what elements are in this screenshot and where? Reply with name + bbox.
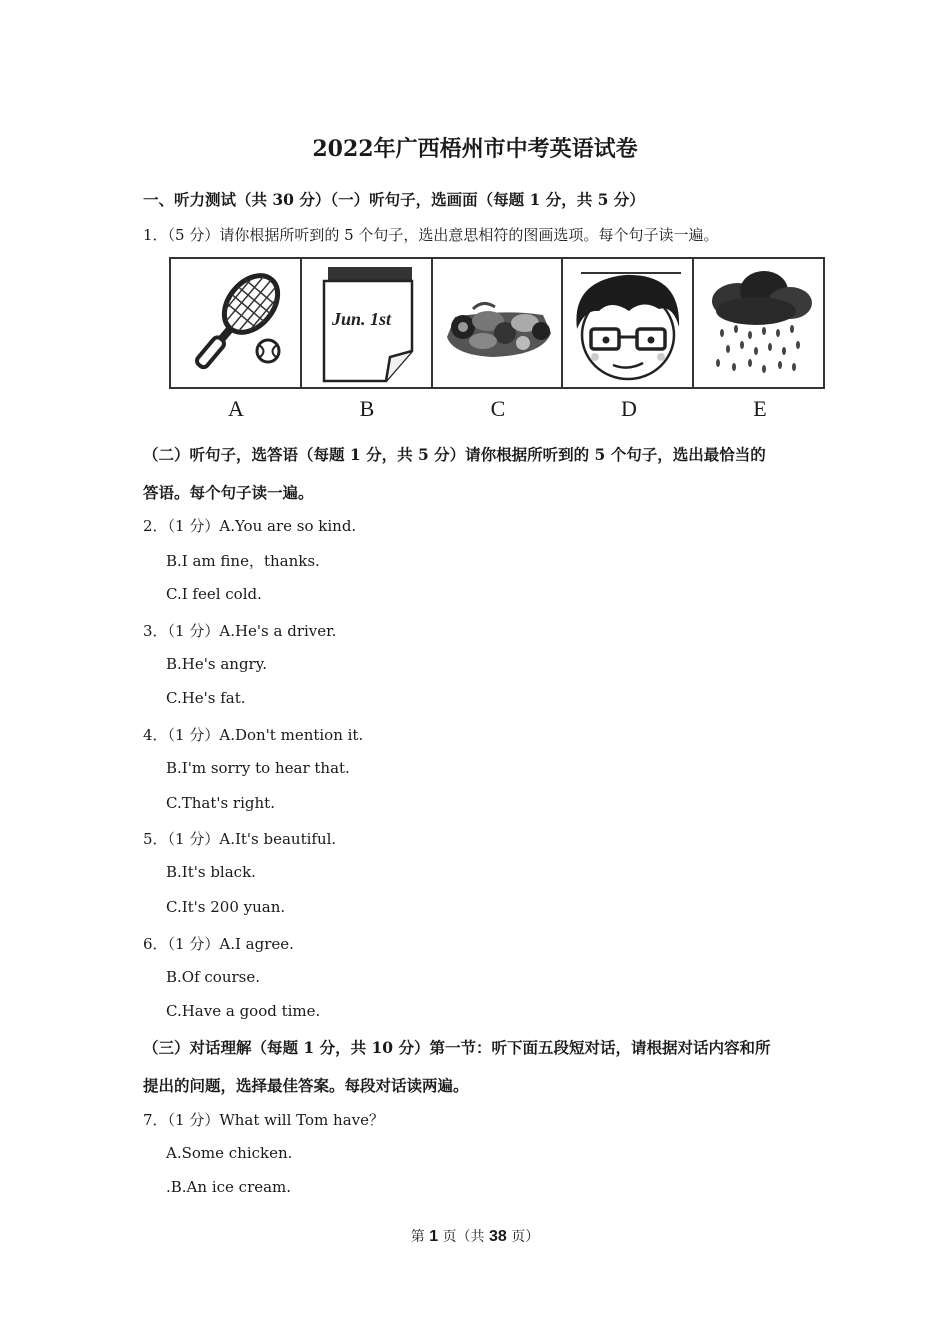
footer-suffix: 页） bbox=[506, 1229, 540, 1245]
question-2-option-c: C.I feel cold. bbox=[166, 585, 262, 603]
question-7-option-b: .B.An ice cream. bbox=[166, 1178, 292, 1196]
boy-face-icon bbox=[563, 259, 694, 387]
page-footer bbox=[0, 1226, 950, 1246]
section-heading-dialogue-line1: （三）对话理解（每题 1 分，共 10 分）第一节：听下面五段短对话，请根据对话内容和所 bbox=[143, 1038, 771, 1057]
figure-letter-c: C bbox=[490, 396, 506, 421]
calendar-icon bbox=[302, 259, 433, 387]
rain-cloud-icon bbox=[694, 259, 823, 387]
question-7-option-a: A.Some chicken. bbox=[166, 1144, 293, 1162]
question-4: 4．（1 分）A.Don't mention it. bbox=[143, 726, 364, 744]
question-6-option-c: C.Have a good time. bbox=[166, 1002, 321, 1020]
figure-letter-b: B bbox=[359, 396, 375, 421]
footer-prefix: 第 bbox=[410, 1229, 430, 1245]
section-heading-dialogue-line2: 提出的问题，选择最佳答案。每段对话读两遍。 bbox=[143, 1076, 469, 1095]
tennis-racket-icon bbox=[171, 259, 302, 387]
question-4-option-b: B.I'm sorry to hear that. bbox=[166, 759, 350, 777]
question-7: 7．（1 分）What will Tom have？ bbox=[143, 1111, 384, 1129]
page-title: 2022年广西梧州市中考英语试卷 bbox=[312, 136, 638, 162]
footer-page-number: 1 bbox=[429, 1228, 439, 1245]
food-icon bbox=[433, 259, 564, 387]
question-1: 1．（5 分）请你根据所听到的 5 个句子，选出意思相符的图画选项。每个句子读一遍。 bbox=[143, 226, 719, 244]
calendar-date-text: Jun. 1st bbox=[331, 309, 391, 329]
question-2-option-b: B.I am fine，thanks. bbox=[166, 552, 320, 570]
picture-options-figure bbox=[169, 257, 825, 389]
section-heading-responses-line1: （二）听句子，选答语（每题 1 分，共 5 分）请你根据所听到的 5 个句子，选出最恰当的 bbox=[143, 445, 766, 464]
figure-letter-d: D bbox=[621, 396, 637, 421]
question-6: 6．（1 分）A.I agree. bbox=[143, 935, 294, 953]
question-3: 3．（1 分）A.He's a driver. bbox=[143, 622, 337, 640]
question-5-option-b: B.It's black. bbox=[166, 863, 256, 881]
figure-letter-e: E bbox=[753, 396, 767, 421]
question-2: 2．（1 分）A.You are so kind. bbox=[143, 517, 357, 535]
question-4-option-c: C.That's right. bbox=[166, 794, 275, 812]
question-5: 5．（1 分）A.It's beautiful. bbox=[143, 830, 337, 848]
question-5-option-c: C.It's 200 yuan. bbox=[166, 898, 286, 916]
footer-middle: 页（共 bbox=[438, 1229, 489, 1245]
question-6-option-b: B.Of course. bbox=[166, 968, 261, 986]
question-3-option-c: C.He's fat. bbox=[166, 689, 246, 707]
figure-letter-a: A bbox=[228, 396, 244, 421]
section-heading-listening-pictures: 一、听力测试（共 30 分）（一）听句子，选画面（每题 1 分，共 5 分） bbox=[143, 190, 645, 209]
section-heading-responses-line2: 答语。每个句子读一遍。 bbox=[143, 483, 314, 502]
question-3-option-b: B.He's angry. bbox=[166, 655, 267, 673]
footer-total-pages: 38 bbox=[489, 1228, 507, 1245]
